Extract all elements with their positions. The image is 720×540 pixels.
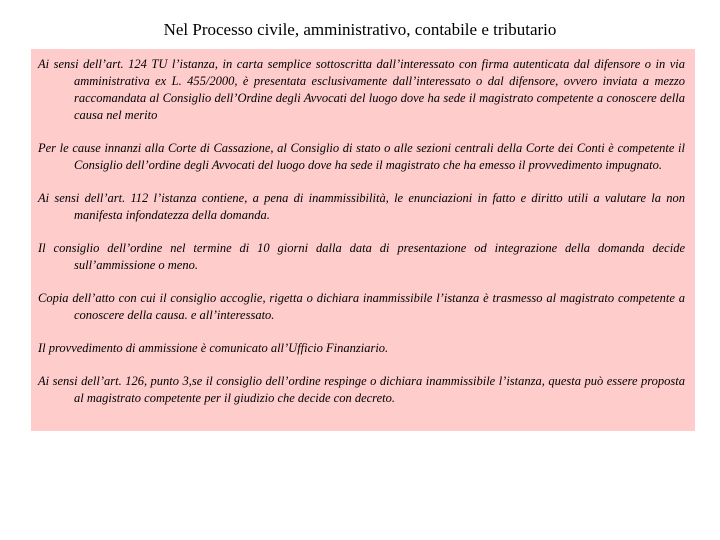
paragraph-art-124: Ai sensi dell’art. 124 TU l’istanza, in carta semplice sottoscritta dall’interessato con firma autenticata dal difensore o in via amministrativa ex L. 455/2000, è presentata esclusivamente dall’interessato o dal difensore, ovvero inviata a mezzo raccomandata al Consiglio dell’Ordine degli Avvocati del luogo dove ha sede il magistrato competente a conoscere della causa nel merito [38, 57, 685, 122]
slide-title: Nel Processo civile, amministrativo, contabile e tributario [163, 20, 557, 39]
paragraph-termine-10-giorni: Il consiglio dell’ordine nel termine di 10 giorni dalla data di presentazione od integrazione della domanda decide sull’ammissione o meno. [38, 241, 685, 272]
paragraph-art-126: Ai sensi dell’art. 126, punto 3,se il consiglio dell’ordine respinge o dichiara inammissibile l’istanza, questa può essere proposta al magistrato competente per il giudizio che decide con decreto. [38, 374, 685, 405]
paragraph-ufficio-finanziario: Il provvedimento di ammissione è comunicato all’Ufficio Finanziario. [38, 341, 389, 355]
paragraph-art-112: Ai sensi dell’art. 112 l’istanza contiene, a pena di inammissibilità, le enunciazioni in fatto e diritto utili a valutare la non manifesta infondatezza della domanda. [38, 191, 685, 222]
content-box [31, 49, 695, 431]
paragraph-cassazione: Per le cause innanzi alla Corte di Cassazione, al Consiglio di stato o alle sezioni centrali della Corte dei Conti è competente il Consiglio dell’ordine degli Avvocati del luogo dove ha sede il magistrato che ha emesso il provvedimento impugnato. [38, 141, 685, 172]
paragraph-copia-atto: Copia dell’atto con cui il consiglio accoglie, rigetta o dichiara inammissibile l’istanza è trasmesso al magistrato competente a conoscere della causa. e all’interessato. [38, 291, 685, 322]
